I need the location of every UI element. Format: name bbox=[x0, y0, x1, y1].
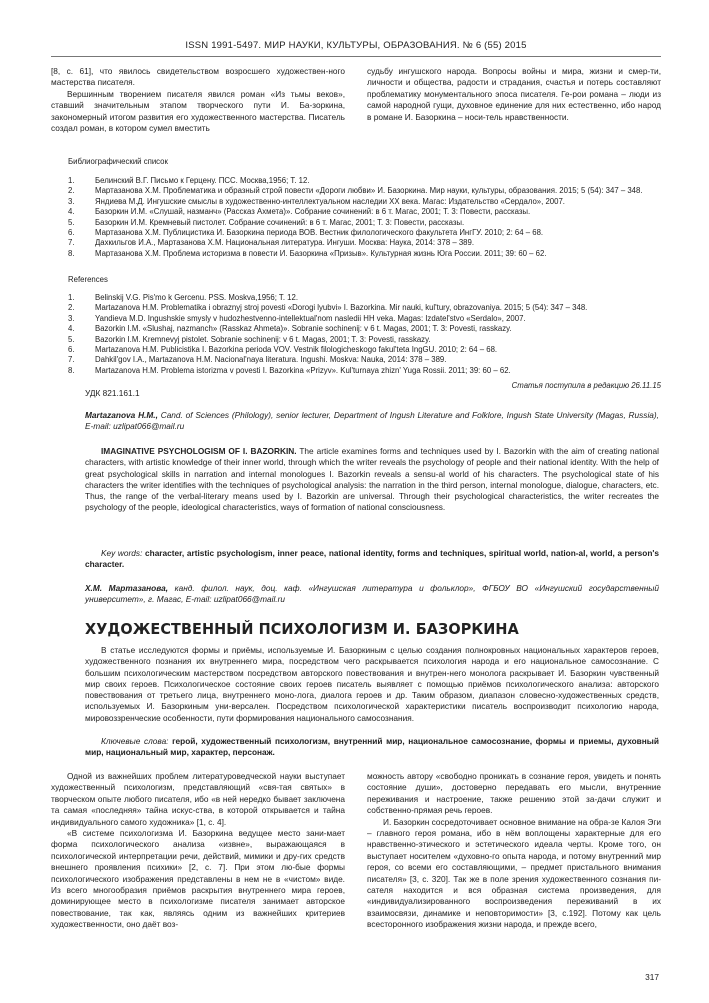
page-number: 317 bbox=[645, 972, 659, 982]
paragraph: [8, с. 61], что явилось свидетельством возросшего художествен-ного мастерства писателя. bbox=[51, 66, 345, 88]
body-right-column bbox=[367, 771, 661, 931]
annotation-ru: В статье исследуются формы и приёмы, используемые И. Базоркиным с целью создания полнокровных национальных характеров героев, художественного познания их внутреннего мира, посредством чего раскрывается психология народа и его национальное самосознание. С большим психологическим мастерством посредством авторского повествования и внутрен-него монолога раскрывает И. Базоркин чувственный мир своих героев. Психологическое состояние своих героев писатель выявляет с помощью приёмов психологического анализа: авторского повествования от третьего лица, внутреннего моно-лога, диалога героев и др. Таким образом, диапазон словесно-художественных средств, используемых И. Базоркиным уни-версален. Посредством психологической характеристики писатель воспроизводит психологию народа, мировоззренческие особенности, пути формирования национального самосознания. bbox=[85, 645, 659, 723]
list-item: 7. Дахкильгов И.А., Мартазанова Х.М. Национальная литература. Ингуши. Москва: Наука, 2014: 378 – 389. bbox=[68, 238, 475, 248]
bibliography-list bbox=[68, 176, 658, 259]
list-item: 8. Martazanova H.M. Problema istorizma v povesti I. Bazorkina «Prizyv». Kul'turnaya zhizn' Yuga Rossii. 2011; 39: 60 – 62. bbox=[68, 365, 511, 375]
keywords-ru: Ключевые слова: герой, художественный психологизм, внутренний мир, национальное самосознание, формы и приемы, духовный мир, национальный мир, характер, персонаж. bbox=[85, 736, 659, 758]
list-item: 3. Яндиева М.Д. Ингушские смыслы в художественно-интеллектуальном наследии ХХ века. Магас: Издательство «Сердало», 2007. bbox=[68, 196, 565, 206]
list-item: 1. Белинский В.Г. Письмо к Герцену. ПСС. Москва,1956; Т. 12. bbox=[68, 176, 310, 185]
top-columns bbox=[51, 66, 661, 134]
list-item: 2. Martazanova H.M. Problematika i obraznyj stroj povesti «Dorogi lyubvi» I. Bazorkina. Mir nauki, kul'tury, obrazovaniya. 2015; 5 (54): 347 – 348. bbox=[68, 303, 588, 313]
top-right-column bbox=[367, 66, 661, 134]
list-item: 5. Bazorkin I.M. Kremnevyj pistolet. Sobranie sochinenij: v 6 t. Magas, 2001; T. 3: Povesti, rasskazy. bbox=[68, 334, 431, 344]
list-item: 2. Мартазанова Х.М. Проблематика и образный строй повести «Дороги любви» И. Базоркина. Мир науки, культуры, образования. 2015; 5 (54): 347 – 348. bbox=[68, 186, 643, 196]
received-date: Статья поступила в редакцию 26.11.15 bbox=[511, 381, 661, 390]
paragraph: Одной из важнейших проблем литературоведческой науки выступает художественный психологизм, представляющий «свя-тая святых» в творческом опыте любого писателя, ибо «в ней нередко бывает заключена та самая «последняя» тайна искус-ства, в которой открывается и тайна индивидуального самого художника» [1, с. 4]. bbox=[51, 771, 345, 827]
keywords-en: Key words: character, artistic psychologism, inner peace, national identity, forms and techniques, spiritual world, nation-al, world, a person's character. bbox=[85, 548, 659, 570]
udk-code: УДК 821.161.1 bbox=[85, 388, 140, 398]
list-item: 5. Базоркин И.М. Кремневый пистолет. Собрание сочинений: в 6 т. Магас, 2001; Т. 3: Повести, рассказы. bbox=[68, 217, 465, 227]
top-left-column bbox=[51, 66, 345, 134]
references-list bbox=[68, 293, 658, 376]
author-info-en: Martazanova H.M., Cand. of Sciences (Philology), senior lecturer, Department of Ingush Literature and Folklore, Ingush State University (Magas, Russia), E-mail: uzlipat066@mail.ru bbox=[85, 410, 659, 432]
list-item: 7. Dahkil'gov I.A., Martazanova H.M. Nacional'naya literatura. Ingushi. Moskva: Nauka, 2014: 378 – 389. bbox=[68, 355, 447, 365]
author-info-ru: Х.М. Мартазанова, канд. филол. наук, доц. каф. «Ингушская литература и фольклор», ФГБОУ ВО «Ингушский государственный университет», г. Магас, E-mail: uzlipat066@mail.ru bbox=[85, 583, 659, 605]
paragraph: Вершинным творением писателя явился роман «Из тьмы веков», ставший значительным этапом творческого пути И. Ба-зоркина, закономерный итогом развития его художественного мастерства. Писатель создал роман, в котором сумел вместить bbox=[51, 88, 345, 134]
paragraph: «В системе психологизма И. Базоркина ведущее место зани-мает форма психологического анализа «извне», выражающаяся в психологической интерпретации речи, действий, мимики и дру-гих средств внешнего проявления психики» [2, с. 7]. При этом лю-бые формы психологического изображения представлены в нем не в «чистом» виде. Из всего многообразия приёмов раскрытия внутреннего мира героев, доминирующее место в психологизме писателя занимает авторское повествование, так как, являясь одним из важнейших критериев художественности, оно даёт воз- bbox=[51, 828, 345, 930]
list-item: 8. Мартазанова Х.М. Проблема историзма в повести И. Базоркина «Призыв». Культурная жизнь Юга России. 2011; 39: 60 – 62. bbox=[68, 248, 547, 258]
list-item: 4. Базоркин И.М. «Слушай, назманч» (Рассказ Ахмета)». Собрание сочинений: в 6 т. Магас, 2001; Т. 3: Повести, рассказы. bbox=[68, 207, 531, 217]
list-item: 3. Yandieva M.D. Ingushskie smysly v hudozhestvenno-intellektual'nom nasledii HH veka. Magas: Izdatel'stvo «Serdalo», 2007. bbox=[68, 313, 526, 323]
references-title: References bbox=[68, 275, 108, 284]
body-left-column bbox=[51, 771, 345, 931]
running-header: ISSN 1991-5497. МИР НАУКИ, КУЛЬТУРЫ, ОБРАЗОВАНИЯ. № 6 (55) 2015 bbox=[185, 40, 527, 51]
paragraph: И. Базоркин сосредоточивает основное внимание на обра-зе Калоя Эги – главного героя романа, ибо в нём воплощены характерные для его нравственно-этического и эстетического идеала черты. Кроме того, он выступает носителем «духовно-го опыта народа, и потому внутренний мир героя, со всеми его составляющими, – предмет пристального внимания писателя» [3, с. 320]. Так же в поле зрения художественного сознания пи-сателя находится и вся образная система произведения, для «индивидуализированного воспроизведения переживаний в их взаимосвязи, динамике и неповторимости» [3, с.192]. Потому как цель всесторонного изображения жизни народа, и прежде всего, bbox=[367, 816, 661, 930]
body-columns bbox=[51, 771, 661, 931]
list-item: 4. Bazorkin I.M. «Slushaj, nazmanch» (Rasskaz Ahmeta)». Sobranie sochinenij: v 6 t. Magas, 2001; T. 3: Povesti, rasskazy. bbox=[68, 324, 512, 334]
article-title: ХУДОЖЕСТВЕННЫЙ ПСИХОЛОГИЗМ И. БАЗОРКИНА bbox=[85, 620, 519, 638]
header-rule bbox=[51, 56, 661, 57]
paragraph: можность автору «свободно проникать в сознание героя, увидеть и понять состояние души», достоверно передавать его мысли, внутренние переживания и настроение, также решению этой за-дачи служит и собственно-прямая речь героев. bbox=[367, 771, 661, 816]
bibliography-title: Библиографический список bbox=[68, 157, 168, 166]
list-item: 6. Martazanova H.M. Publicistika I. Bazorkina perioda VOV. Vestnik filologicheskogo fakul'teta IngGU. 2010; 2: 64 – 68. bbox=[68, 345, 498, 355]
list-item: 6. Мартазанова Х.М. Публицистика И. Базоркина периода ВОВ. Вестник филологического факультета ИнгГУ. 2010; 2: 64 – 68. bbox=[68, 228, 544, 238]
abstract-en: IMAGINATIVE PSYCHOLOGISM OF I. BAZORKIN. The article examines forms and techniques used by I. Bazorkin with the aim of creating national characters, with artistic knowledge of their inner world, through which the writer reveals the psychology of people and their national identity. With the help of great psychological skills in narration and internal monologues I. Bazorkin reveals a sensu-al world of his characters. The psychological state of his characters the writer identifies with the techniques of psychological analysis: the narration in the third person, internal monologue, dialogue, characters, etc. Thus, the range of the verbal-literary means used by I. Bazorkin are universal. Through their psychological characteristics, the writer recreates the psychology of the people, ideological characteristics, ways of formation of national consciousness. bbox=[85, 446, 659, 513]
list-item: 1. Belinskij V.G. Pis'mo k Gercenu. PSS. Moskva,1956; T. 12. bbox=[68, 293, 299, 302]
paragraph: судьбу ингушского народа. Вопросы войны и мира, жизни и смер-ти, личности и общества, радости и страдания, счастья и потерь составляют проблематику монументального эпоса писателя. Ге-рои романа – люди из самой народной гущи, духовное единение для них естественно, ибо народ в романе И. Базоркина – носи-тель нравственности. bbox=[367, 66, 661, 122]
